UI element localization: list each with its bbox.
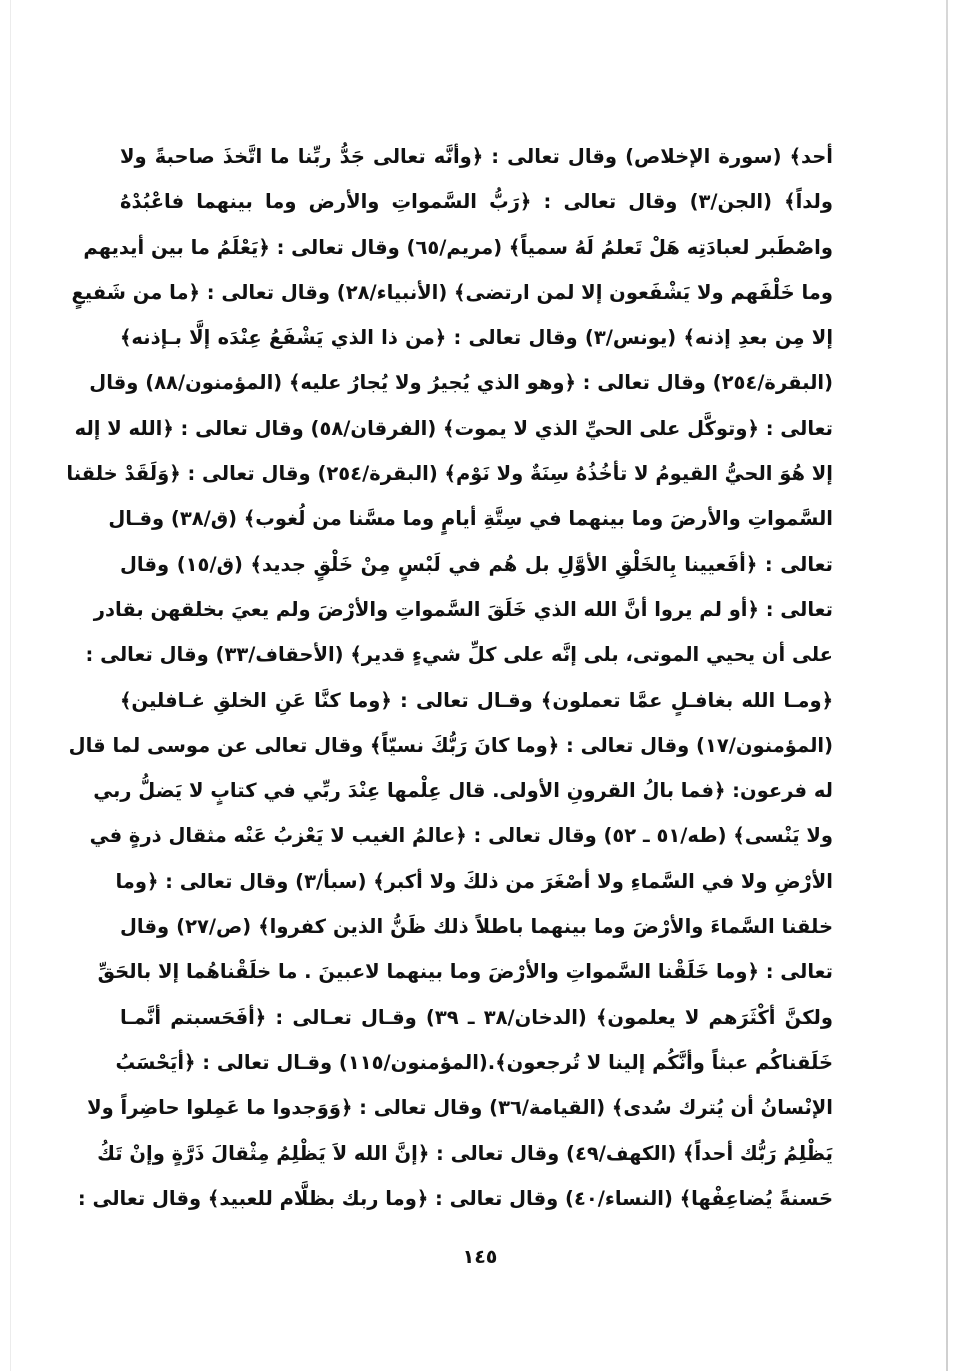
text-line: السَّمواتِ والأرضَ وما بينهما في سِتَّةِ أيامٍ وما مسَّنا من لُغوب﴾ (ق/٣٨) وقـال	[108, 507, 833, 531]
text-line: تعالى : ﴿أو لم يروا أنَّ الله الذي خَلَقَ السَّمواتِ والأرْضَ ولم يعيَ بخلقهن بقادر	[93, 597, 833, 621]
text-line: (البقرة/٢٥٤) وقال تعالى : ﴿وهو الذي يُجيرُ ولا يُجارُ عليه﴾ (المؤمنون/٨٨) وقال	[89, 371, 833, 395]
text-line: إلا هُوَ الحيُّ القيومُ لا تأخُذُهُ سِنَةٌ ولا نَوْم﴾ (البقرة/٢٥٤) وقال تعالى : ﴿وَلَقَدْ خلقنا	[66, 462, 833, 486]
text-line: إلا مِن بعدِ إذنه﴾ (يونس/٣) وقال تعالى : ﴿من ذا الذي يَشْفَعُ عِنْدَه إلَّا بـإذنه﴾	[120, 326, 833, 350]
scan-shadow-right	[946, 0, 948, 1371]
text-line: يَظْلِمُ رَبُّك أحداً﴾ (الكهف/٤٩) وقال تعالى : ﴿إنَّ الله لاَ يَظْلِمُ مِثْقالَ ذَرَّةٍ وإنْ تَكُ	[97, 1141, 833, 1165]
text-line: وما خَلْفَهم ولا يَشْفَعون إلا لمن ارتضى﴾ (الأنبياء/٢٨) وقال تعالى : ﴿ما من شَفيعٍ	[71, 280, 833, 304]
text-line: له فرعون: ﴿فما بالُ القرونِ الأولى. قال عِلْمها عِنْدَ ربِّي في كتابٍ لا يَضلُّ ربي	[93, 779, 833, 803]
text-line: على أن يحيي الموتى، بلى إنَّه على كلِّ شيءٍ قدير﴾ (الأحقاف/٣٣) وقال تعالى :	[85, 643, 833, 667]
text-line: ﴿ومـا الله بغافـلٍ عمَّا تعملون﴾ وقـال تعالى : ﴿وما كنَّا عَنِ الخلقِ غـافلين﴾	[120, 688, 833, 712]
text-line: (المؤمنون/١٧) وقال تعالى : ﴿وما كانَ رَبُّكَ نسيّاً﴾ وقال تعالى عن موسى لما قال	[68, 733, 833, 757]
text-line: تعالى : ﴿وتوكَّل على الحيِّ الذي لا يموت﴾ (الفرقان/٥٨) وقال تعالى : ﴿الله لا إله	[74, 416, 833, 440]
text-line: حَسنةً يُضاعِفْها﴾ (النساء/٤٠) وقال تعالى : ﴿وما ربك بظلَّام للعبيد﴾ وقال تعالى :	[77, 1186, 833, 1210]
body-text	[66, 134, 833, 1221]
scan-shadow-left	[10, 0, 11, 1371]
text-line: خلقنا السَّماءَ والأرْضَ وما بينهما باطلاً ذلك ظَنُّ الذين كفروا﴾ (ص/٢٧) وقال	[120, 915, 833, 939]
text-line: ولا يَنْسى﴾ (طه/٥١ ـ ٥٢) وقال تعالى : ﴿عالمُ الغيب لا يَعْزبُ عَنْه مثقال ذرةٍ في	[89, 824, 833, 848]
text-line: الأرْضِ ولا في السَّماءِ ولا أصْغَرَ من ذلكَ ولا أكبر﴾ (سبأ/٣) وقال تعالى : ﴿وما	[115, 869, 833, 893]
page-number: ١٤٥	[462, 1246, 498, 1268]
text-line: أحد﴾ (سورة الإخلاص) وقال تعالى : ﴿وأنَّه تعالى جَدُّ ربِّنا ما اتَّخذَ صاحبةً ولا	[120, 145, 833, 168]
text-line: خَلَقناكُم عبثاً وأنَّكُم إلينا لا تُرجعون﴾.(المؤمنون/١١٥) وقـال تعالى : ﴿أيَحْسَبُ	[115, 1050, 833, 1074]
text-line: واصْطَبر لعبادَتِه هَلْ تَعلمُ لَهُ سمياً﴾ (مريم/٦٥) وقال تعالى : ﴿يَعْلَمُ ما بين أيديهم	[83, 235, 833, 259]
text-line: تعالى : ﴿وما خَلَقْنا السَّمواتِ والأرْضَ وما بينهما لاعبينَ . ما خلَقْناهُما إلا بالحَقِّ	[97, 960, 833, 984]
text-line: تعالى : ﴿أفَعيينا بِالخَلْقِ الأوَّلِ بل هُم في لَبْسٍ مِنْ خَلْقٍ جديد﴾ (ق/١٥) وقال	[120, 552, 833, 576]
text-line: ولكنَّ أكْثَرَهم لا يعلمون﴾ (الدخان/٣٨ ـ ٣٩) وقـال تعـالى : ﴿أفَحَسبتم أنَّمـا	[120, 1005, 833, 1029]
text-line: ولداً﴾ (الجن/٣) وقال تعالى : ﴿رَبُّ السَّمواتِ والأرض وما بينهما فاعْبُدْهُ	[120, 190, 833, 214]
text-line: الإنْسانُ أن يُترك سُدى﴾ (القيامة/٣٦) وقال تعالى : ﴿وَوَجدوا ما عَمِلوا حاضِراً ولا	[87, 1096, 833, 1120]
